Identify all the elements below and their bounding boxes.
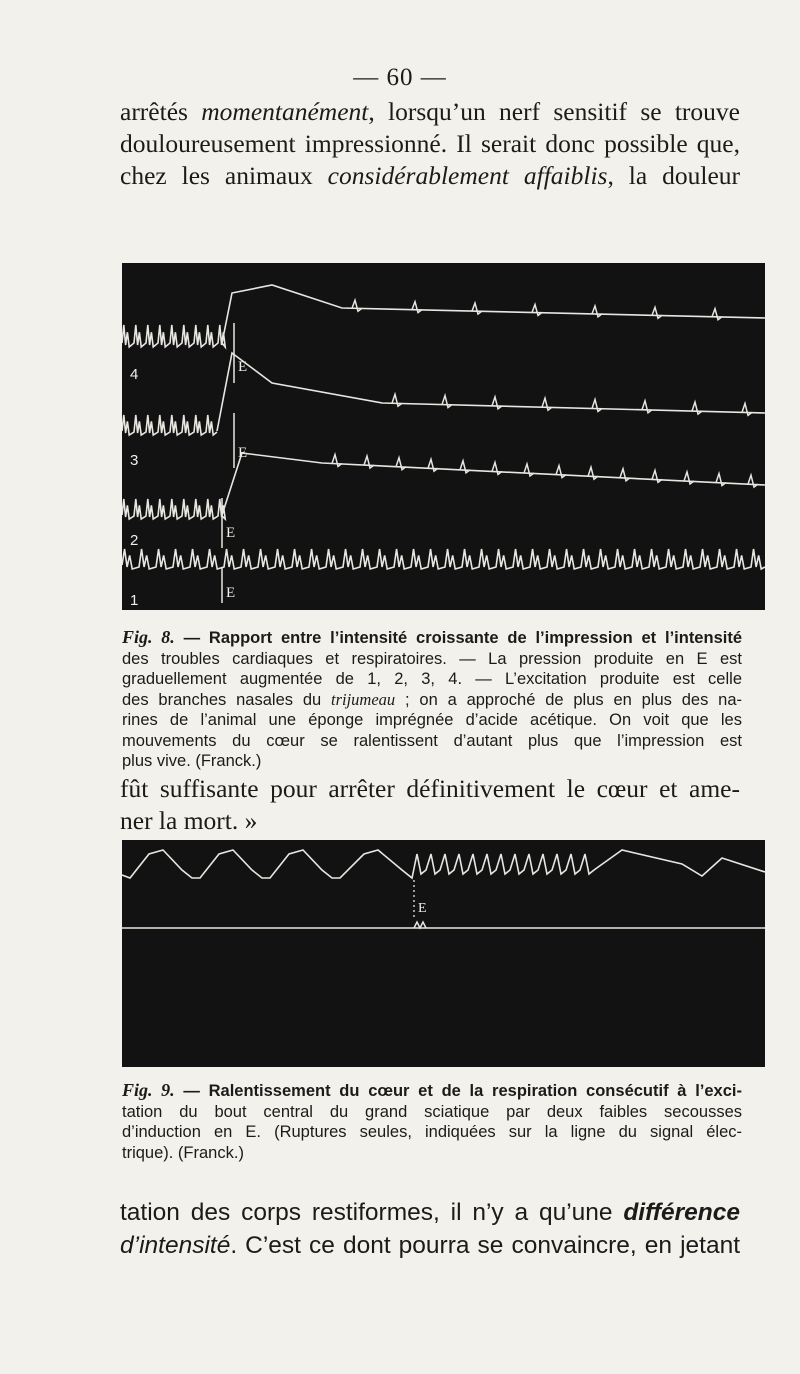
- stimulus-e-label: E: [418, 901, 427, 916]
- text-line: arrêtés momentanément, lorsqu’un nerf sensitif se trouve: [120, 97, 740, 126]
- text-line: d’intensité. C’est ce dont pourra se convaincre, en jetant: [120, 1232, 740, 1259]
- caption-line: Fig. 8. — Rapport entre l’intensité croissante de l’impression et l’intensité: [122, 627, 742, 647]
- trace-number-label: 1: [130, 592, 139, 609]
- text-line: tation des corps restiformes, il n’y a qu’une différence: [120, 1199, 740, 1226]
- figure-8-caption: [122, 627, 742, 772]
- figure-8-tracing: [122, 263, 765, 610]
- stimulus-e-label: E: [226, 525, 236, 541]
- figure-9-tracing: [122, 840, 765, 1067]
- stimulus-e-label: E: [238, 359, 248, 375]
- caption-line: rines de l’animal une éponge imprégnée d’acide acétique. On voit que les: [122, 711, 742, 729]
- caption-line: graduellement augmentée de 1, 2, 3, 4. — L’excitation produite est celle: [122, 670, 742, 688]
- stimulus-e-label: E: [238, 445, 248, 461]
- caption-line: trique). (Franck.): [122, 1143, 244, 1162]
- caption-line: d’induction en E. (Ruptures seules, indiquées sur la ligne du signal élec-: [122, 1123, 742, 1141]
- caption-line: Fig. 9. — Ralentissement du cœur et de la respiration consécutif à l’exci-: [122, 1080, 742, 1100]
- trace-number-label: 3: [130, 452, 139, 469]
- caption-line: des troubles cardiaques et respiratoires. — La pression produite en E est: [122, 649, 742, 668]
- figure-9-caption: [122, 1080, 742, 1163]
- text-line: fût suffisante pour arrêter définitivement le cœur et ame-: [120, 774, 740, 803]
- figure-9-svg: [122, 840, 765, 1067]
- figure-8-svg: [122, 263, 765, 610]
- page-number: — 60 —: [353, 64, 447, 91]
- caption-line: plus vive. (Franck.): [122, 752, 262, 770]
- tracing-background: [122, 840, 765, 1067]
- text-line: douloureusement impressionné. Il serait donc possible que,: [120, 129, 740, 158]
- caption-line: tation du bout central du grand sciatique par deux faibles secousses: [122, 1102, 742, 1121]
- text-line: chez les animaux considérablement affaiblis, la douleur: [120, 161, 741, 190]
- paragraph-top: [120, 96, 740, 192]
- trace-number-label: 4: [130, 366, 139, 383]
- text-line: ner la mort. »: [120, 806, 258, 835]
- trace-number-label: 2: [130, 532, 139, 549]
- paragraph-bottom: [120, 1196, 740, 1262]
- caption-line: mouvements du cœur se ralentissent d’autant plus que l’impression est: [122, 731, 742, 750]
- caption-line: des branches nasales du trijumeau ; on a approché de plus en plus des na-: [122, 689, 742, 709]
- stimulus-e-label: E: [226, 585, 236, 601]
